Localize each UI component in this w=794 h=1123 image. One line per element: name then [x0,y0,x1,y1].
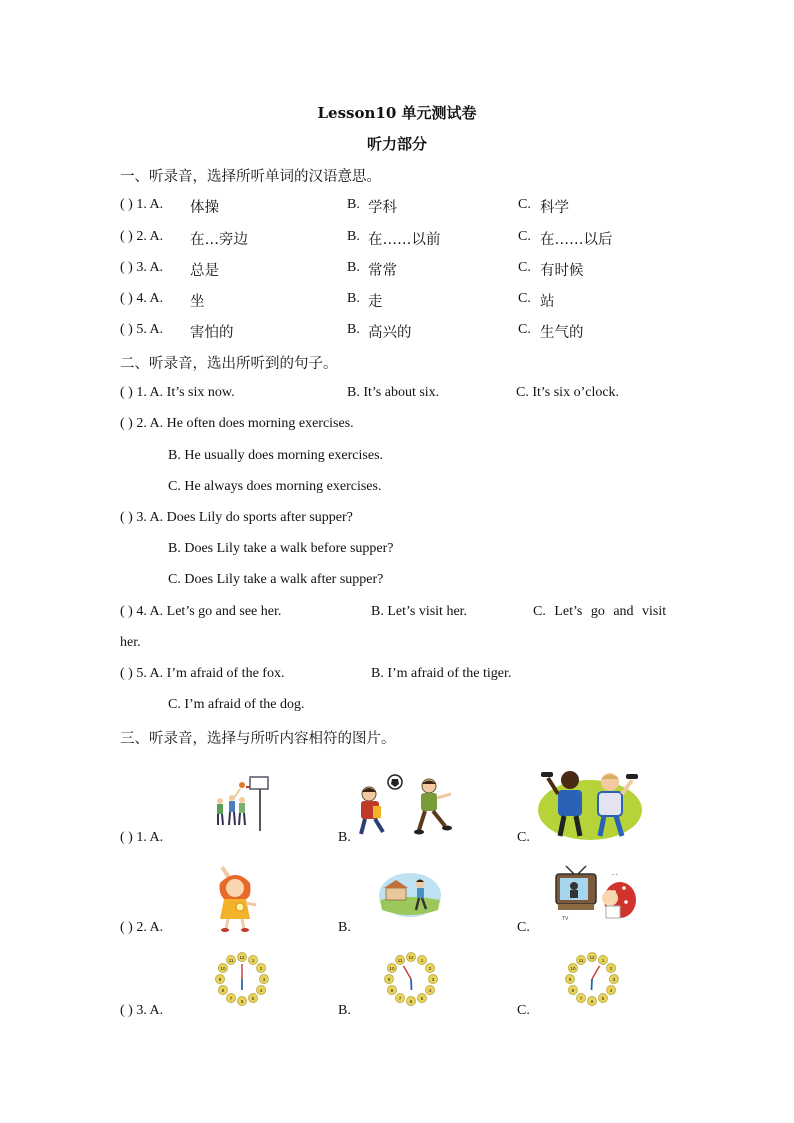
soccer-kids-image [355,772,463,844]
s2-q1-a: ( ) 1. A. It’s six now. [120,385,235,400]
s1-q2-b: 在……以前 [368,232,441,248]
clock-number: 4 [609,987,613,993]
clock-number: 10 [389,965,395,971]
s2-q1-b: B. It’s about six. [347,385,440,400]
page-subtitle: 听力部分 [366,135,427,153]
s1-q4-num: ( ) 4. A. [120,291,164,306]
clock-number: 11 [578,957,584,963]
clock-number: 10 [570,965,576,971]
s3-q1-num: ( ) 1. A. [120,830,164,845]
clock-minute-hand [404,966,412,979]
s1-q3-a: 总是 [190,263,219,279]
s1-q1-c-label: C. [518,197,531,212]
s1-q5-num: ( ) 5. A. [120,322,164,337]
clock-number: 11 [397,957,403,963]
s1-q1-b: 学科 [368,200,397,216]
clock-number: 4 [428,987,432,993]
s2-q1-c: C. It’s six o’clock. [516,385,620,400]
clock-number: 12 [589,954,595,960]
clock-number: 12 [408,954,414,960]
s1-q1-c: 科学 [540,200,569,216]
s3-q1-b: B. [338,830,351,845]
exercising-adults-image [536,762,644,842]
clock-number: 3 [262,976,266,982]
s3-q2-num: ( ) 2. A. [120,920,164,935]
clock-number: 12 [239,954,245,960]
clock-number: 2 [259,965,263,971]
clock-number: 2 [428,965,432,971]
clock-number: 2 [609,965,613,971]
s2-q4-a: ( ) 4. A. Let’s go and see her. [120,604,282,619]
svg-text:- -: - - [612,872,618,878]
s1-q1-a: 体操 [190,200,219,216]
child-watching-tv-image [552,864,640,924]
s2-q3-a: ( ) 3. A. Does Lily do sports after supper? [120,510,353,525]
s3-q2-c: C. [517,920,530,935]
s1-q2-num: ( ) 2. A. [120,229,164,244]
s2-q2-b: B. He usually does morning exercises. [168,448,384,463]
basketball-players-image [210,773,270,833]
clock-number: 1 [420,957,424,963]
clock-number: 1 [251,957,255,963]
svg-text:TV: TV [562,916,569,922]
clock-number: 5 [251,995,255,1001]
s1-q3-b-label: B. [347,260,360,275]
s3-q3-b: B. [338,1003,351,1018]
s1-q2-b-label: B. [347,229,360,244]
s1-q5-c-label: C. [518,322,531,337]
clock-number: 7 [398,995,402,1001]
clock-number: 8 [221,987,225,993]
s2-q5-c: C. I’m afraid of the dog. [168,697,305,712]
clock-number: 1 [601,957,605,963]
section2-heading: 二、听录音，选出所听到的句子。 [120,356,338,372]
clock-number: 6 [590,998,594,1004]
clock-number: 6 [409,998,413,1004]
s2-q5-a: ( ) 5. A. I’m afraid of the fox. [120,666,285,681]
s2-q4-c-wrap: her. [120,635,141,650]
clock-number: 3 [431,976,435,982]
s1-q4-b: 走 [368,294,383,310]
boy-walking-park-image [378,870,442,920]
clock-number: 5 [420,995,424,1001]
s1-q2-a: 在…旁边 [190,232,248,248]
clock-number: 9 [218,976,222,982]
s2-q2-a: ( ) 2. A. He often does morning exercises. [120,416,354,431]
s3-q1-c: C. [517,830,530,845]
s1-q2-c-label: C. [518,229,531,244]
page-title: Lesson10 单元测试卷 [317,104,477,122]
s1-q2-c: 在……以后 [540,232,613,248]
clock-number: 6 [240,998,244,1004]
clock-number: 9 [568,976,572,982]
s2-q3-c: C. Does Lily take a walk after supper? [168,572,384,587]
s1-q4-a: 坐 [190,294,205,310]
s1-q3-c-label: C. [518,260,531,275]
s1-q5-c: 生气的 [540,325,584,341]
clock-number: 8 [390,987,394,993]
clock-minute-hand [592,966,600,979]
s1-q5-a: 害怕的 [190,325,234,341]
section1-heading: 一、听录音，选择所听单词的汉语意思。 [120,169,381,185]
s1-q3-c: 有时候 [540,263,584,279]
s2-q4-b: B. Let’s visit her. [371,604,468,619]
s2-q2-c: C. He always does morning exercises. [168,479,382,494]
s1-q1-b-label: B. [347,197,360,212]
s3-q3-c: C. [517,1003,530,1018]
s3-q3-num: ( ) 3. A. [120,1003,164,1018]
clock-b-image [382,950,440,1008]
s1-q4-c: 站 [540,294,555,310]
s1-q3-num: ( ) 3. A. [120,260,164,275]
s1-q5-b-label: B. [347,322,360,337]
s3-q2-b: B. [338,920,351,935]
clock-number: 8 [571,987,575,993]
s1-q4-b-label: B. [347,291,360,306]
s2-q5-b: B. I’m afraid of the tiger. [371,666,512,681]
clock-number: 11 [228,957,234,963]
s2-q4-c: C. Let’s go and visit [533,604,667,619]
s1-q1-num: ( ) 1. A. [120,197,164,212]
clock-number: 9 [387,976,391,982]
clock-number: 5 [601,995,605,1001]
clock-a-image [213,950,271,1008]
girl-stretching-image [212,863,260,933]
clock-number: 7 [579,995,583,1001]
s2-q3-b: B. Does Lily take a walk before supper? [168,541,394,556]
clock-c-image [563,950,621,1008]
s1-q5-b: 高兴的 [368,325,412,341]
s1-q3-b: 常常 [368,263,397,279]
s1-q4-c-label: C. [518,291,531,306]
section3-heading: 三、听录音，选择与所听内容相符的图片。 [120,731,396,747]
clock-number: 3 [612,976,616,982]
clock-number: 4 [259,987,263,993]
clock-number: 7 [229,995,233,1001]
clock-number: 10 [220,965,226,971]
